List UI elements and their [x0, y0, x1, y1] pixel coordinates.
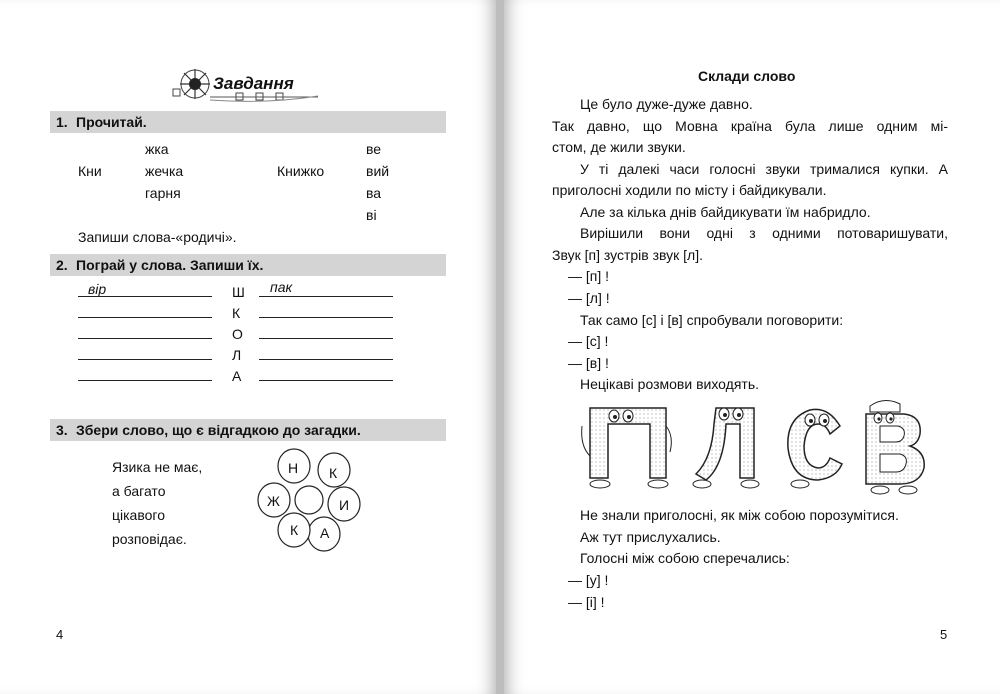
- header-title: Завдання: [213, 74, 294, 93]
- handwritten-right-word: пак: [270, 279, 293, 295]
- story-line-6: Але за кілька днів байдикувати їм набридло.: [580, 204, 871, 220]
- cartoon-letters-illustration: [578, 396, 938, 500]
- story-line-7: Вирішили вони одні з одними потоваришувати,: [580, 225, 948, 241]
- acrostic-letter-3: О: [232, 326, 243, 342]
- story-line-11: Так само [с] і [в] спробували поговорити:: [580, 312, 844, 328]
- story-after-line-2: Аж тут прислухались.: [580, 529, 721, 545]
- task-1-number: 1.: [56, 114, 68, 130]
- story-line-4: У ті далекі часи голосні звуки трималися купки. А: [580, 161, 948, 177]
- letter-s-character: [788, 409, 842, 488]
- task-2-header: [50, 254, 446, 276]
- ending-2-4: ві: [366, 207, 377, 223]
- acrostic-letter-2: К: [232, 305, 241, 321]
- word-base-1: Кни: [78, 163, 102, 179]
- acrostic-letter-4: Л: [232, 347, 242, 363]
- petal-letter-1: Н: [288, 460, 299, 476]
- task-1-header: [50, 111, 446, 133]
- answer-line-left-1[interactable]: [78, 296, 212, 297]
- letter-p-character: [582, 408, 672, 488]
- story-line-13: — [в] !: [568, 355, 609, 371]
- petal-letter-4: А: [320, 525, 330, 541]
- letter-v-character: [866, 400, 924, 494]
- letter-l-character: [693, 408, 759, 488]
- ending-2-3: ва: [366, 185, 382, 201]
- ending-2-1: ве: [366, 141, 382, 157]
- letter-s-label: С: [814, 456, 815, 457]
- task-2-title: Пограй у слова. Запиши їх.: [76, 257, 264, 273]
- flower-center: [295, 486, 323, 514]
- story-line-2: Так давно, що Мовна країна була лише одним мі-: [552, 118, 948, 134]
- letter-p-label: П: [628, 456, 629, 457]
- task-2-number: 2.: [56, 257, 68, 273]
- acrostic-letter-5: А: [232, 368, 242, 384]
- sunflower-icon: [180, 69, 210, 99]
- petal-letter-5: К: [290, 522, 299, 538]
- ending-1-2: жечка: [145, 163, 184, 179]
- page-number-right: 5: [940, 627, 948, 642]
- task-3-title: Збери слово, що є відгадкою до загадки.: [76, 422, 361, 438]
- answer-line-left-4[interactable]: [78, 359, 212, 360]
- story-line-3: стом, де жили звуки.: [552, 139, 686, 155]
- story-after-line-4: — [у] !: [568, 572, 609, 588]
- task-3-number: 3.: [56, 422, 68, 438]
- petal-letter-6: Ж: [267, 493, 280, 509]
- story-line-5: приголосні ходили по місту і байдикували.: [552, 182, 827, 198]
- petal-letter-3: И: [339, 497, 350, 513]
- answer-line-left-2[interactable]: [78, 317, 212, 318]
- story-line-10: — [л] !: [568, 290, 610, 306]
- answer-line-left-5[interactable]: [78, 380, 212, 381]
- story-line-1: Це було дуже-дуже давно.: [580, 96, 753, 112]
- word-base-2: Книжко: [277, 163, 325, 179]
- story-after-line-3: Голосні між собою сперечались:: [580, 550, 790, 566]
- book-gutter: [496, 0, 504, 694]
- answer-line-right-3[interactable]: [259, 338, 393, 339]
- answer-line-left-3[interactable]: [78, 338, 212, 339]
- story-line-12: — [с] !: [568, 333, 609, 349]
- story-after-line-5: — [і] !: [568, 594, 605, 610]
- ending-1-3: гарня: [145, 185, 181, 201]
- riddle-line-1: Язика не має,: [112, 459, 203, 475]
- story-line-8: Звук [п] зустрів звук [л].: [552, 247, 703, 263]
- task-1-title: Прочитай.: [76, 114, 147, 130]
- handwritten-left-word: вір: [88, 281, 107, 297]
- riddle-line-4: розповідає.: [112, 531, 187, 547]
- answer-line-right-1[interactable]: [259, 296, 393, 297]
- story-title: Склади слово: [698, 68, 796, 84]
- task-1-instruction: Запиши слова-«родичі».: [78, 229, 237, 245]
- riddle-line-3: цікавого: [112, 507, 165, 523]
- page-number-left: 4: [56, 627, 64, 642]
- letter-l-label: Л: [728, 456, 729, 457]
- ending-1-1: жка: [145, 141, 169, 157]
- task-3-header: [50, 419, 446, 441]
- answer-line-right-4[interactable]: [259, 359, 393, 360]
- story-line-14: Нецікаві розмови виходять.: [580, 376, 759, 392]
- acrostic-letter-1: Ш: [232, 284, 245, 300]
- petal-letter-2: К: [329, 465, 338, 481]
- answer-line-right-2[interactable]: [259, 317, 393, 318]
- story-line-9: — [п] !: [568, 268, 610, 284]
- riddle-line-2: а багато: [112, 483, 166, 499]
- story-after-line-1: Не знали приголосні, як між собою порозумітися.: [580, 507, 899, 523]
- ending-2-2: вий: [366, 163, 390, 179]
- answer-line-right-5[interactable]: [259, 380, 393, 381]
